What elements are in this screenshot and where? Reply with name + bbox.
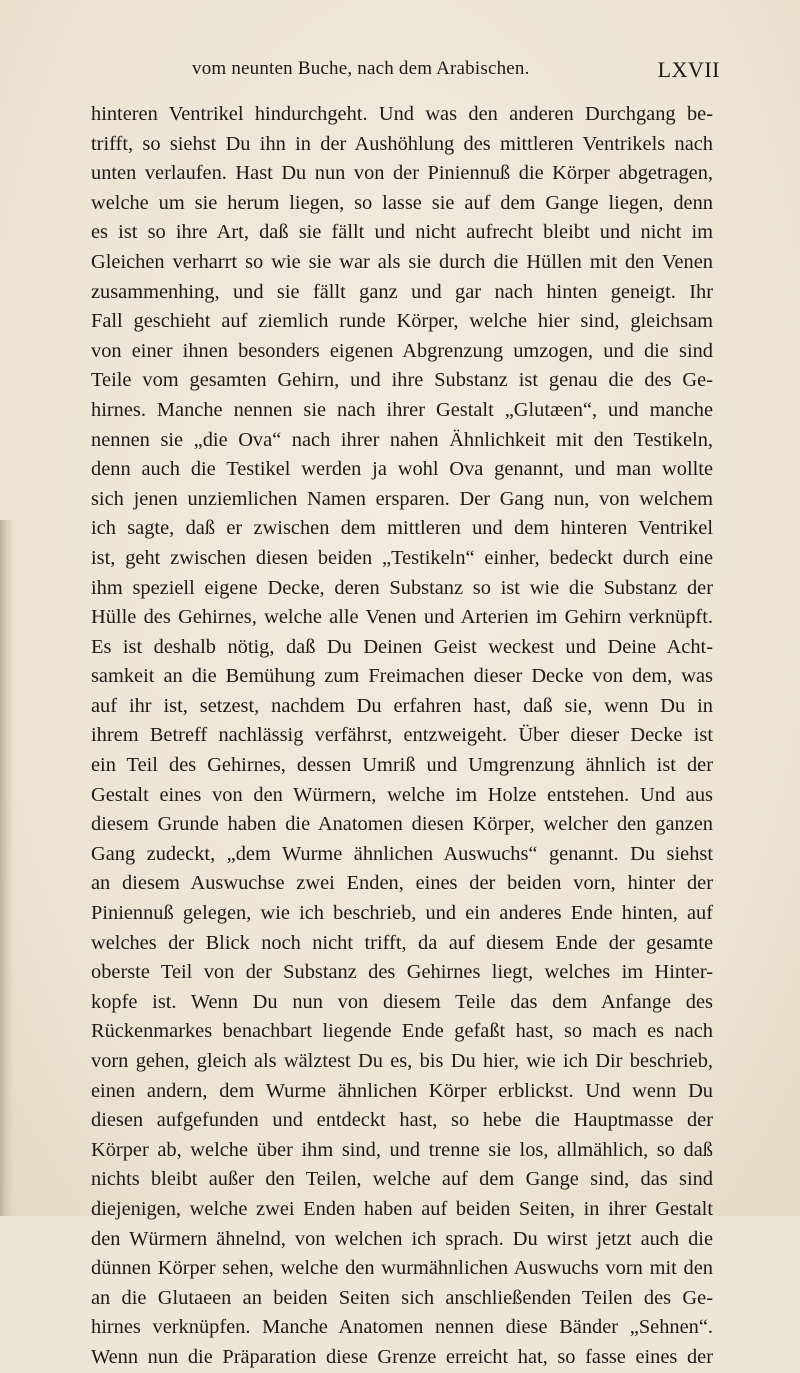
text-line: den Würmern ähnelnd, von welchen ich sprach. Du wirst jetzt auch die — [91, 1227, 713, 1250]
text-line: ich sagte, daß er zwischen dem mittleren und dem hinteren Ventrikel — [91, 517, 713, 540]
text-line: vorn gehen, gleich als wälztest Du es, bis Du hier, wie ich Dir beschrieb, — [91, 1050, 713, 1072]
text-line: welche um sie herum liegen, so lasse sie auf dem Gange liegen, denn — [91, 191, 713, 214]
text-line: denn auch die Testikel werden ja wohl Ova genannt, und man wollte — [91, 458, 713, 481]
text-line: ist, geht zwischen diesen beiden „Testikeln“ einher, bedeckt durch eine — [91, 546, 713, 569]
text-line: Teile vom gesamten Gehirn, und ihre Substanz ist genau die des Ge- — [91, 369, 713, 392]
page-number: LXVII — [657, 57, 720, 82]
text-line: ihm speziell eigene Decke, deren Substanz so ist wie die Substanz der — [91, 576, 713, 599]
text-line: Hülle des Gehirnes, welche alle Venen und Arterien im Gehirn verknüpft. — [91, 606, 713, 629]
text-line: unten verlaufen. Hast Du nun von der Piniennuß die Körper abgetragen, — [91, 162, 713, 185]
text-line: samkeit an die Bemühung zum Freimachen dieser Decke von dem, was — [91, 665, 713, 688]
text-line: ihrem Betreff nachlässig verfährst, entzweigeht. Über dieser Decke ist — [91, 724, 713, 747]
text-line: Piniennuß gelegen, wie ich beschrieb, und ein anderes Ende hinten, auf — [91, 902, 713, 925]
text-line: nichts bleibt außer den Teilen, welche auf dem Gange sind, das sind — [91, 1168, 713, 1191]
text-line: von einer ihnen besonders eigenen Abgrenzung umzogen, und die sind — [91, 339, 713, 362]
text-line: an die Glutaeen an beiden Seiten sich anschließenden Teilen des Ge- — [91, 1286, 713, 1309]
text-line: einen andern, dem Wurme ähnlichen Körper erblickst. Und wenn Du — [91, 1079, 713, 1102]
text-line: Gang zudeckt, „dem Wurme ähnlichen Auswuchs“ genannt. Du siehst — [91, 842, 713, 865]
text-line: auf ihr ist, setzest, nachdem Du erfahren hast, daß sie, wenn Du in — [91, 694, 713, 717]
text-line: hinteren Ventrikel hindurchgeht. Und was den anderen Durchgang be- — [91, 103, 713, 125]
text-line: diesen aufgefunden und entdeckt hast, so hebe die Hauptmasse der — [91, 1109, 713, 1132]
text-line: Gleichen verharrt so wie sie war als sie durch die Hüllen mit den Venen — [91, 250, 713, 273]
text-line: dünnen Körper sehen, welche den wurmähnlichen Auswuchs vorn mit den — [91, 1257, 713, 1280]
text-line: trifft, so siehst Du ihn in der Aushöhlung des mittleren Ventrikels nach — [91, 132, 713, 155]
body-text — [91, 100, 713, 1373]
text-line: sich jenen unziemlichen Namen ersparen. Der Gang nun, von welchem — [91, 487, 713, 510]
text-line: ein Teil des Gehirnes, dessen Umriß und Umgrenzung ähnlich ist der — [91, 754, 713, 777]
text-line: an diesem Auswuchse zwei Enden, eines der beiden vorn, hinter der — [91, 872, 713, 895]
text-line: Es ist deshalb nötig, daß Du Deinen Geist weckest und Deine Acht- — [91, 635, 713, 658]
text-line: Wenn nun die Präparation diese Grenze erreicht hat, so fasse eines der — [91, 1345, 713, 1368]
text-line: oberste Teil von der Substanz des Gehirnes liegt, welches im Hinter- — [91, 961, 713, 984]
binding-gutter-shadow — [0, 520, 14, 1216]
text-line: Gestalt eines von den Würmern, welche im Holze entstehen. Und aus — [91, 783, 713, 806]
text-line: zusammenhing, und sie fällt ganz und gar nach hinten geneigt. Ihr — [91, 280, 713, 303]
text-line: welches der Blick noch nicht trifft, da auf diesem Ende der gesamte — [91, 931, 713, 954]
text-line: diejenigen, welche zwei Enden haben auf beiden Seiten, in ihrer Gestalt — [91, 1197, 713, 1220]
text-line: diesem Grunde haben die Anatomen diesen Körper, welcher den ganzen — [91, 813, 713, 836]
running-head — [120, 58, 720, 86]
text-line: Körper ab, welche über ihm sind, und trenne sie los, allmählich, so daß — [91, 1138, 713, 1161]
text-line: Rückenmarkes benachbart liegende Ende gefaßt hast, so mach es nach — [91, 1020, 713, 1043]
text-line: nennen sie „die Ova“ nach ihrer nahen Ähnlichkeit mit den Testikeln, — [91, 428, 713, 451]
text-line: Fall geschieht auf ziemlich runde Körper, welche hier sind, gleichsam — [91, 310, 713, 333]
text-line: kopfe ist. Wenn Du nun von diesem Teile das dem Anfange des — [91, 990, 713, 1013]
text-line: hirnes. Manche nennen sie nach ihrer Gestalt „Glutæen“, und manche — [91, 398, 713, 421]
text-line: hirnes verknüpfen. Manche Anatomen nennen diese Bänder „Sehnen“. — [91, 1316, 713, 1339]
text-line: es ist so ihre Art, daß sie fällt und nicht aufrecht bleibt und nicht im — [91, 221, 713, 244]
running-title: vom neunten Buche, nach dem Arabischen. — [192, 58, 530, 79]
